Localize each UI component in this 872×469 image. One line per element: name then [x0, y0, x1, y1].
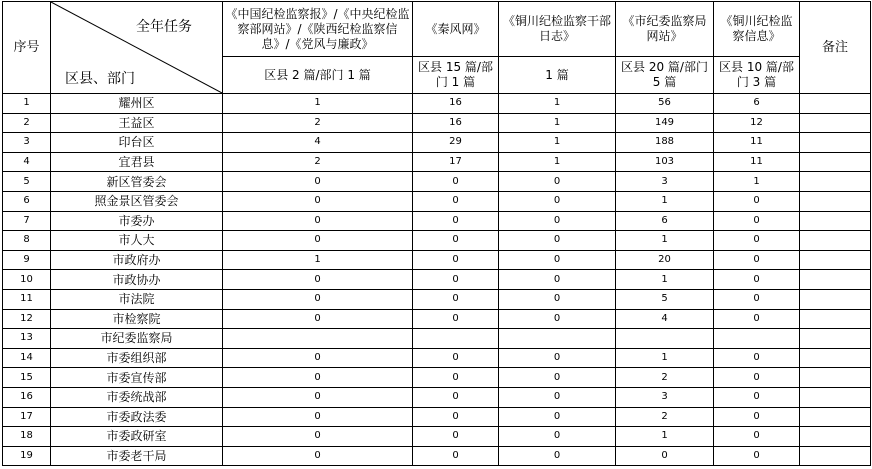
value-cell: 0 — [413, 211, 499, 231]
value-cell: 1 — [616, 270, 714, 290]
col-target-0: 区县 2 篇/部门 1 篇 — [223, 57, 413, 94]
row-number: 1 — [3, 94, 51, 114]
table-row — [3, 231, 871, 251]
unit-name: 市检察院 — [51, 309, 223, 329]
note-cell — [800, 191, 871, 211]
value-cell: 0 — [499, 191, 616, 211]
note-cell — [800, 270, 871, 290]
unit-name: 市委老干局 — [51, 446, 223, 466]
value-cell: 2 — [616, 407, 714, 427]
value-cell: 0 — [413, 427, 499, 447]
unit-name: 市委统战部 — [51, 387, 223, 407]
row-number: 3 — [3, 133, 51, 153]
unit-name: 市纪委监察局 — [51, 329, 223, 349]
col-header-2: 《铜川纪检监察干部日志》 — [499, 2, 616, 57]
row-number: 15 — [3, 368, 51, 388]
row-number: 14 — [3, 348, 51, 368]
unit-name: 宜君县 — [51, 152, 223, 172]
value-cell: 0 — [499, 348, 616, 368]
unit-name: 市委组织部 — [51, 348, 223, 368]
value-cell: 0 — [714, 446, 800, 466]
value-cell: 2 — [616, 368, 714, 388]
value-cell: 16 — [413, 94, 499, 114]
value-cell: 1 — [714, 172, 800, 192]
value-cell: 6 — [616, 211, 714, 231]
table-row — [3, 309, 871, 329]
unit-name: 市委政研室 — [51, 427, 223, 447]
value-cell: 0 — [413, 407, 499, 427]
value-cell: 0 — [223, 289, 413, 309]
note-cell — [800, 407, 871, 427]
row-number: 10 — [3, 270, 51, 290]
row-number: 17 — [3, 407, 51, 427]
unit-label: 区县、部门 — [65, 71, 135, 87]
unit-name: 市人大 — [51, 231, 223, 251]
value-cell: 3 — [616, 387, 714, 407]
unit-name: 王益区 — [51, 113, 223, 133]
col-target-1: 区县 15 篇/部门 1 篇 — [413, 57, 499, 94]
value-cell: 0 — [413, 368, 499, 388]
value-cell: 0 — [413, 270, 499, 290]
value-cell: 0 — [223, 231, 413, 251]
table-row — [3, 172, 871, 192]
table-row — [3, 94, 871, 114]
value-cell: 0 — [223, 368, 413, 388]
value-cell: 1 — [499, 113, 616, 133]
value-cell: 5 — [616, 289, 714, 309]
value-cell — [499, 329, 616, 349]
value-cell: 29 — [413, 133, 499, 153]
value-cell: 0 — [413, 250, 499, 270]
row-number: 2 — [3, 113, 51, 133]
value-cell: 1 — [223, 94, 413, 114]
value-cell: 0 — [499, 270, 616, 290]
value-cell: 3 — [616, 172, 714, 192]
note-cell — [800, 368, 871, 388]
value-cell: 0 — [223, 407, 413, 427]
value-cell: 0 — [499, 289, 616, 309]
note-cell — [800, 231, 871, 251]
value-cell: 103 — [616, 152, 714, 172]
value-cell: 0 — [616, 446, 714, 466]
value-cell: 0 — [714, 407, 800, 427]
value-cell: 0 — [413, 191, 499, 211]
note-cell — [800, 113, 871, 133]
value-cell: 0 — [499, 231, 616, 251]
value-cell: 0 — [223, 427, 413, 447]
table-row — [3, 211, 871, 231]
col-target-2: 1 篇 — [499, 57, 616, 94]
note-cell — [800, 387, 871, 407]
value-cell — [223, 329, 413, 349]
task-label: 全年任务 — [136, 19, 192, 35]
table-row — [3, 289, 871, 309]
note-cell — [800, 446, 871, 466]
unit-name: 市法院 — [51, 289, 223, 309]
value-cell: 0 — [223, 348, 413, 368]
value-cell: 0 — [223, 446, 413, 466]
unit-name: 新区管委会 — [51, 172, 223, 192]
unit-name: 市委宣传部 — [51, 368, 223, 388]
value-cell: 1 — [616, 427, 714, 447]
value-cell: 0 — [413, 231, 499, 251]
row-number: 8 — [3, 231, 51, 251]
note-cell — [800, 309, 871, 329]
value-cell: 0 — [413, 387, 499, 407]
table-row — [3, 407, 871, 427]
table-row — [3, 133, 871, 153]
value-cell — [714, 329, 800, 349]
value-cell: 0 — [714, 191, 800, 211]
note-cell — [800, 329, 871, 349]
value-cell: 0 — [714, 427, 800, 447]
table-row — [3, 270, 871, 290]
value-cell: 0 — [413, 289, 499, 309]
value-cell: 0 — [223, 387, 413, 407]
task-table — [2, 1, 871, 466]
value-cell: 2 — [223, 113, 413, 133]
value-cell: 0 — [223, 270, 413, 290]
value-cell: 0 — [499, 172, 616, 192]
value-cell: 20 — [616, 250, 714, 270]
value-cell: 1 — [616, 191, 714, 211]
value-cell: 4 — [616, 309, 714, 329]
table-row — [3, 368, 871, 388]
row-number: 9 — [3, 250, 51, 270]
value-cell: 11 — [714, 133, 800, 153]
row-number: 5 — [3, 172, 51, 192]
value-cell: 0 — [499, 309, 616, 329]
row-number: 18 — [3, 427, 51, 447]
value-cell: 1 — [499, 133, 616, 153]
unit-name: 市委办 — [51, 211, 223, 231]
col-header-1: 《秦风网》 — [413, 2, 499, 57]
note-cell — [800, 94, 871, 114]
note-cell — [800, 211, 871, 231]
col-header-0: 《中国纪检监察报》/《中央纪检监察部网站》/《陕西纪检监察信息》/《党风与廉政》 — [223, 2, 413, 57]
value-cell: 1 — [616, 348, 714, 368]
table-row — [3, 191, 871, 211]
value-cell: 0 — [714, 250, 800, 270]
table-body — [3, 94, 871, 466]
unit-name: 耀州区 — [51, 94, 223, 114]
value-cell: 0 — [223, 172, 413, 192]
note-cell — [800, 250, 871, 270]
table-row — [3, 329, 871, 349]
col-header-4: 《铜川纪检监察信息》 — [714, 2, 800, 57]
value-cell: 0 — [413, 309, 499, 329]
value-cell: 188 — [616, 133, 714, 153]
value-cell: 17 — [413, 152, 499, 172]
col-target-3: 区县 20 篇/部门 5 篇 — [616, 57, 714, 94]
value-cell: 0 — [714, 289, 800, 309]
col-target-4: 区县 10 篇/部门 3 篇 — [714, 57, 800, 94]
value-cell: 0 — [714, 231, 800, 251]
value-cell: 0 — [223, 211, 413, 231]
note-cell — [800, 172, 871, 192]
value-cell: 1 — [616, 231, 714, 251]
value-cell: 1 — [223, 250, 413, 270]
value-cell: 0 — [223, 309, 413, 329]
value-cell: 0 — [223, 191, 413, 211]
col-header-3: 《市纪委监察局网站》 — [616, 2, 714, 57]
value-cell: 0 — [499, 407, 616, 427]
value-cell: 6 — [714, 94, 800, 114]
unit-name: 市委政法委 — [51, 407, 223, 427]
note-cell — [800, 289, 871, 309]
table-row — [3, 427, 871, 447]
value-cell: 0 — [714, 270, 800, 290]
unit-name: 照金景区管委会 — [51, 191, 223, 211]
table-row — [3, 113, 871, 133]
row-number: 19 — [3, 446, 51, 466]
row-number: 11 — [3, 289, 51, 309]
value-cell: 149 — [616, 113, 714, 133]
unit-name: 印台区 — [51, 133, 223, 153]
value-cell: 0 — [499, 427, 616, 447]
row-number: 12 — [3, 309, 51, 329]
value-cell: 11 — [714, 152, 800, 172]
value-cell: 4 — [223, 133, 413, 153]
value-cell: 0 — [499, 387, 616, 407]
table-row — [3, 348, 871, 368]
value-cell: 56 — [616, 94, 714, 114]
value-cell: 0 — [714, 211, 800, 231]
row-number: 4 — [3, 152, 51, 172]
value-cell: 1 — [499, 94, 616, 114]
note-header: 备注 — [800, 2, 871, 94]
row-number: 6 — [3, 191, 51, 211]
value-cell: 0 — [714, 309, 800, 329]
value-cell: 0 — [499, 446, 616, 466]
note-cell — [800, 348, 871, 368]
value-cell: 0 — [499, 368, 616, 388]
value-cell — [413, 329, 499, 349]
note-cell — [800, 152, 871, 172]
value-cell: 0 — [714, 348, 800, 368]
value-cell: 2 — [223, 152, 413, 172]
value-cell — [616, 329, 714, 349]
row-number: 7 — [3, 211, 51, 231]
value-cell: 16 — [413, 113, 499, 133]
note-cell — [800, 133, 871, 153]
unit-name: 市政协办 — [51, 270, 223, 290]
value-cell: 0 — [499, 250, 616, 270]
diagonal-header-cell — [51, 2, 223, 94]
value-cell: 0 — [413, 348, 499, 368]
unit-name: 市政府办 — [51, 250, 223, 270]
note-cell — [800, 427, 871, 447]
seq-header: 序号 — [3, 2, 51, 94]
value-cell: 0 — [499, 211, 616, 231]
value-cell: 12 — [714, 113, 800, 133]
row-number: 16 — [3, 387, 51, 407]
table-row — [3, 250, 871, 270]
value-cell: 1 — [499, 152, 616, 172]
table-row — [3, 446, 871, 466]
value-cell: 0 — [413, 446, 499, 466]
value-cell: 0 — [714, 368, 800, 388]
row-number: 13 — [3, 329, 51, 349]
table-row — [3, 387, 871, 407]
table-row — [3, 152, 871, 172]
value-cell: 0 — [413, 172, 499, 192]
value-cell: 0 — [714, 387, 800, 407]
